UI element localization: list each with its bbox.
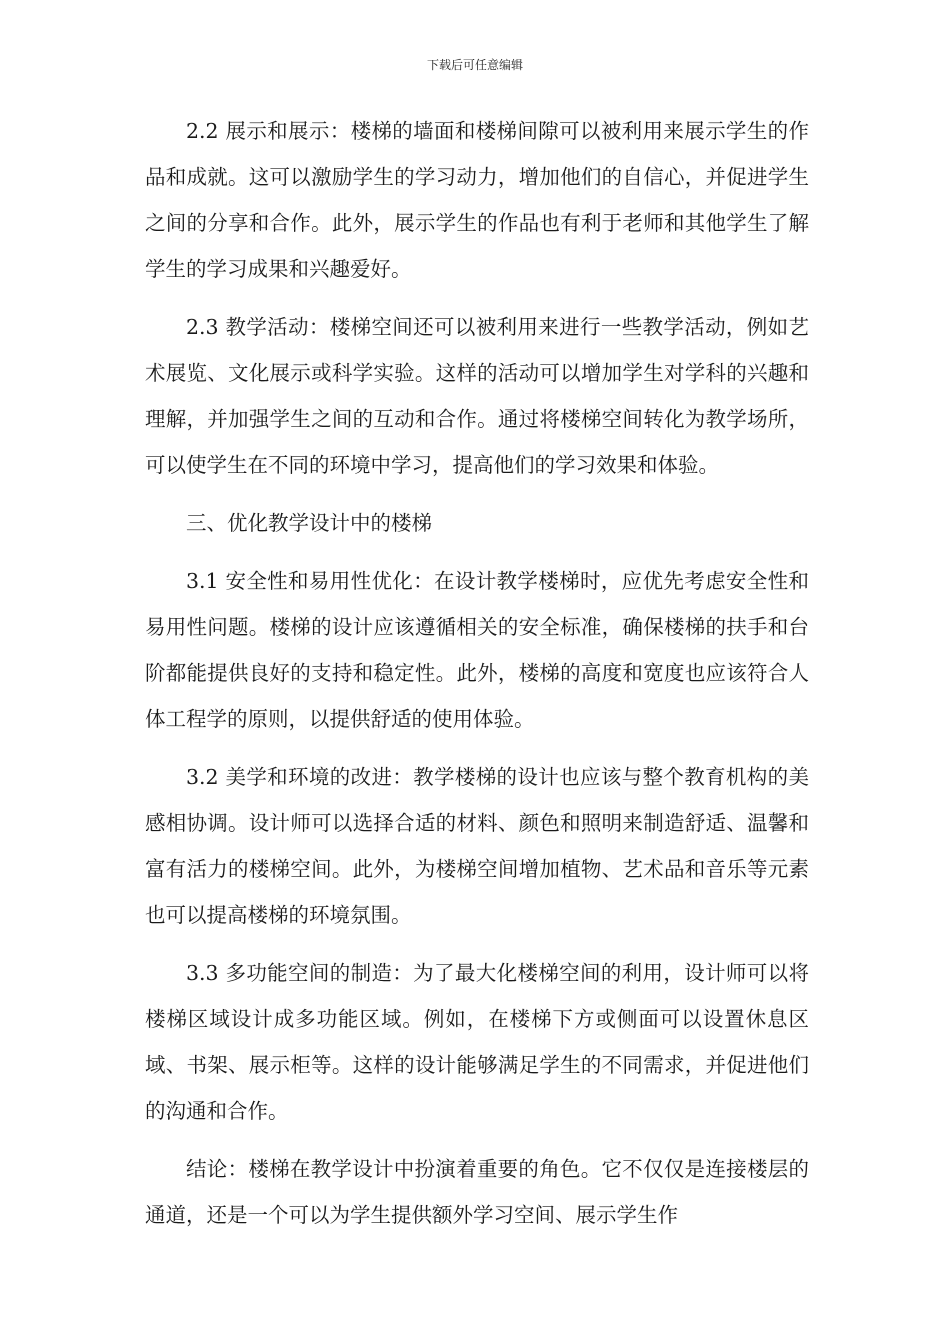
paragraph-3-3-multifunction: 3.3 多功能空间的制造：为了最大化楼梯空间的利用，设计师可以将楼梯区域设计成多功能区域。例如，在楼梯下方或侧面可以设置休息区域、书架、展示柜等。这样的设计能够满足学生的不同需求，并促进他们的沟通和合作。 <box>145 961 809 1123</box>
document-body <box>145 108 809 1250</box>
page-header: 下载后可任意编辑 <box>426 58 523 72</box>
paragraph-3-1-safety: 3.1 安全性和易用性优化：在设计教学楼梯时，应优先考虑安全性和易用性问题。楼梯的设计应该遵循相关的安全标准，确保楼梯的扶手和台阶都能提供良好的支持和稳定性。此外，楼梯的高度和宽度也应该符合人体工程学的原则，以提供舒适的使用体验。 <box>145 569 809 731</box>
paragraph-2-2-display: 2.2 展示和展示：楼梯的墙面和楼梯间隙可以被利用来展示学生的作品和成就。这可以激励学生的学习动力，增加他们的自信心，并促进学生之间的分享和合作。此外，展示学生的作品也有利于老师和其他学生了解学生的学习成果和兴趣爱好。 <box>145 119 809 281</box>
paragraph-3-2-aesthetics: 3.2 美学和环境的改进：教学楼梯的设计也应该与整个教育机构的美感相协调。设计师可以选择合适的材料、颜色和照明来制造舒适、温馨和富有活力的楼梯空间。此外，为楼梯空间增加植物、艺术品和音乐等元素也可以提高楼梯的环境氛围。 <box>145 765 809 927</box>
section-heading-3: 三、优化教学设计中的楼梯 <box>186 511 432 535</box>
paragraph-2-3-teaching-activities: 2.3 教学活动：楼梯空间还可以被利用来进行一些教学活动，例如艺术展览、文化展示或科学实验。这样的活动可以增加学生对学科的兴趣和理解，并加强学生之间的互动和合作。通过将楼梯空间转化为教学场所，可以使学生在不同的环境中学习，提高他们的学习效果和体验。 <box>145 315 809 477</box>
paragraph-conclusion: 结论：楼梯在教学设计中扮演着重要的角色。它不仅仅是连接楼层的通道，还是一个可以为学生提供额外学习空间、展示学生作 <box>145 1157 809 1227</box>
